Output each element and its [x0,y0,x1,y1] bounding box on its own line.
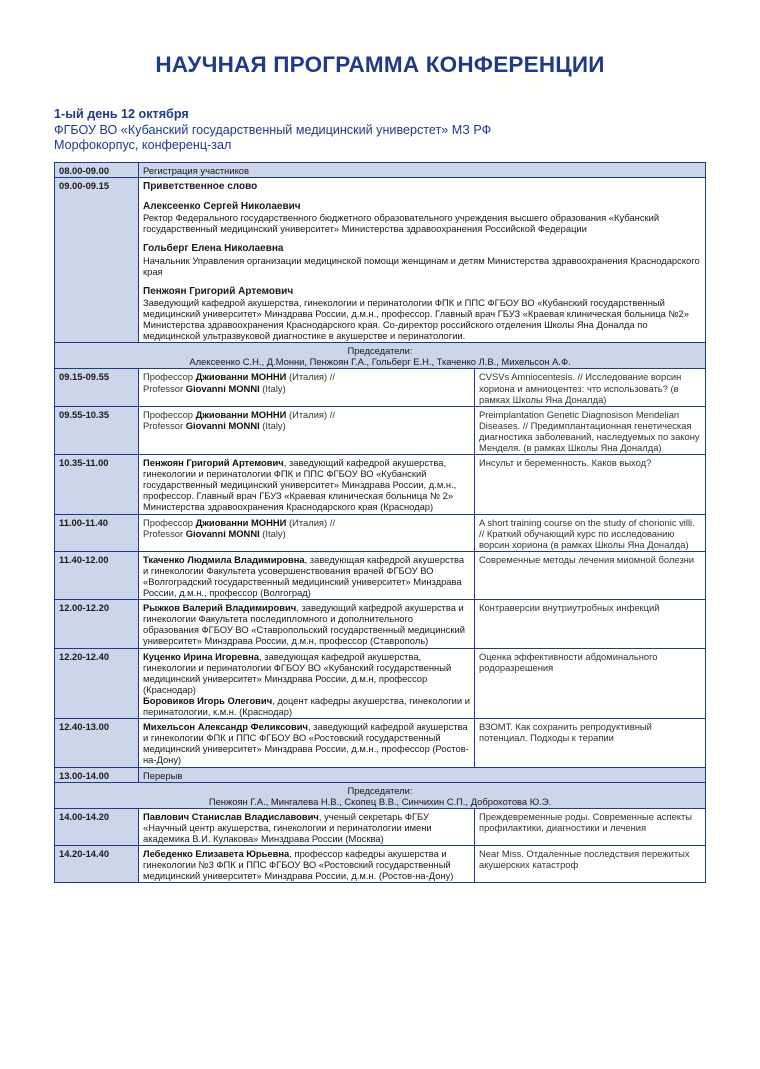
speaker-cell [139,600,475,648]
table-row [55,719,706,767]
speaker-name: Михельсон Александр Феликсович [143,721,308,733]
speaker-name: Джиованни МОННИ [195,371,287,383]
speaker-name: Пенжоян Григорий Артемович [143,285,294,297]
table-row [55,343,706,369]
topic-cell: ВЗОМТ. Как сохранить репродуктивный потенциал. Подходы к терапии [475,719,706,767]
registration-cell: Регистрация участников [139,163,706,178]
time-cell: 12.40-13.00 [55,719,139,767]
time-cell: 09.00-09.15 [55,178,139,343]
program-table [54,162,706,883]
speaker-cell [139,369,475,406]
time-cell: 10.35-11.00 [55,455,139,514]
venue-line-1: ФГБОУ ВО «Кубанский государственный медицинский универстет» МЗ РФ [54,122,492,137]
speaker-name: Павлович Станислав Владиславович [143,810,319,822]
speaker-desc: , профессор кафедры акушерства и гинекологии №3 ФПК и ППС ФГБОУ ВО «Ростовский государственный медицинский университет» Минздрава России, д.м.н. (Ростов-на-Дону) [143,848,454,882]
speaker-country: (Italy) [259,527,286,539]
break-cell: Перерыв [139,767,706,782]
topic-cell: Современные методы лечения миомной болезни [475,551,706,599]
welcome-title: Приветственное слово [143,181,258,193]
chairs-label: Председатели: [347,345,413,357]
table-row [55,455,706,514]
speaker-desc: , заведующий кафедрой акушерства и гинекологии Факультета последипломного и дополнительного образования ФГБОУ ВО «Ставропольский государственный медицинский университет» Минздрава России, д.м.н, профессор (Ставрополь) [143,602,465,647]
table-row [55,163,706,178]
speaker-name: Куценко Ирина Игоревна [143,650,260,662]
time-cell: 09.55-10.35 [55,406,139,454]
speaker-cell [139,846,475,883]
speaker-cell [139,406,475,454]
speaker-desc: Ректор Федерального государственного бюджетного образовательного учреждения высшего образования «Кубанский государственный медицинский университет» Министерства здравоохранения Российской Федерации [143,212,660,235]
time-cell: 11.00-11.40 [55,514,139,551]
speaker-cell [139,514,475,551]
chairs-cell [55,782,706,808]
speaker-cell [139,455,475,514]
speaker-desc: , ученый секретарь ФГБУ «Научный центр акушерства, гинекологии и перинатологии имени академика В.И. Кулакова» Минздрава России (Москва) [143,810,432,844]
speaker-country: (Италия) // [286,516,335,528]
time-cell: 14.00-14.20 [55,808,139,845]
time-cell: 08.00-09.00 [55,163,139,178]
table-row [55,551,706,599]
speaker-desc: , заведующий кафедрой акушерства, гинекологии и перинатологии ФПК и ППС ФГБОУ ВО «Кубанский государственный медицинский университет» Минздрава России, д.м.н., профессор. Главный врач ГБУЗ «Краевая клиническая больница № 2» Министерства здравоохранения Краснодарского края (Краснодар) [143,457,457,513]
time-cell: 14.20-14.40 [55,846,139,883]
topic-cell: A short training course on the study of chorionic villi. // Краткий обучающий курс по исследованию ворсин хориона (в рамках Школы Яна Доналда) [475,514,706,551]
speaker-desc: Начальник Управления организации медицинской помощи женщинам и детям Министерства здравоохранения Краснодарского края [143,254,700,277]
speaker-name: Гольберг Елена Николаевна [143,243,284,255]
table-row [55,648,706,719]
speaker-prefix: Professor [143,419,186,431]
speaker-country: (Италия) // [286,371,335,383]
day-title: 1-ый день 12 октября [54,107,189,121]
speaker-name: Ткаченко Людмила Владимировна [143,553,305,565]
speaker-name: Рыжков Валерий Владимирович [143,602,297,614]
speaker-desc: , доцент кафедры акушерства, гинекологии и перинатологии, к.м.н. (Краснодар) [143,694,470,718]
greet-speaker [143,286,701,341]
speaker-name: Пенжоян Григорий Артемович [143,457,284,469]
speaker-desc: Заведующий кафедрой акушерства, гинекологии и перинатологии ФПК и ППС ФГБОУ ВО «Кубанский государственный медицинский университет» Минздрава России, д.м.н., профессор. Главный врач ГБУЗ «Краевая клиническая больница №2» Министерства здравоохранения Краснодарского края. Со-директор российского отделения Школы Яна Доналда по медицинской ультразвуковой диагностике в акушерстве и перинатологии. [143,296,689,342]
speaker-cell [139,719,475,767]
speaker-prefix: Профессор [143,516,196,528]
table-row [55,808,706,845]
speaker-name: Алексеенко Сергей Николаевич [143,201,301,213]
speaker-desc: , заведующий кафедрой акушерства и гинекологии ФПК и ППС ФГБОУ ВО «Ростовский государственный медицинский университет» Минздрава России, д.м.н., профессор (Ростов-на-Дону) [143,721,469,766]
greet-speaker [143,201,701,234]
table-row [55,514,706,551]
speaker-cell [139,648,475,719]
time-cell: 12.00-12.20 [55,600,139,648]
speaker-desc: , заведующая кафедрой акушерства и гинекологии Факультета усовершенствования врачей ФГБОУ ВО «Волгоградский государственный медицинский университет» Минздрава России, д.м.н., профессор (Волгоград) [143,553,465,599]
time-cell: 12.20-12.40 [55,648,139,719]
speaker-country: (Italy) [259,382,286,394]
speaker-name: Боровиков Игорь Олегович [143,694,273,706]
speaker-name: Giovanni MONNI [185,419,260,431]
chairs-cell [55,343,706,369]
topic-cell: Near Miss. Отдаленные последствия пережитых акушерских катастроф [475,846,706,883]
day-heading [54,107,714,154]
speaker-country: (Италия) // [286,408,335,420]
table-row [55,406,706,454]
speaker-cell [139,551,475,599]
venue-line-2: Морфокорпус, конференц-зал [54,138,232,152]
topic-cell: Оценка эффективности абдоминального родоразрешения [475,648,706,719]
table-row [55,782,706,808]
time-cell: 11.40-12.00 [55,551,139,599]
time-cell: 09.15-09.55 [55,369,139,406]
table-row [55,846,706,883]
chairs-names: Алексеенко С.Н., Д.Монни, Пенжоян Г.А., Гольберг Е.Н., Ткаченко Л.В., Михельсон А.Ф. [189,356,571,368]
greet-speaker [143,243,701,276]
speaker-name: Giovanni MONNI [185,527,260,539]
speaker-name: Джиованни МОННИ [195,516,287,528]
topic-cell: CVSVs Amniocentesis. // Исследование ворсин хориона и амниоцентез: что использовать? (в рамках Школы Яна Доналда) [475,369,706,406]
table-row [55,369,706,406]
table-row [55,767,706,782]
topic-cell: Preimplantation Genetic Diagnosison Mendelian Diseases. // Предимплантационная генетическая диагностика заболеваний, наследуемых по закону Менделя. (в рамках Школы Яна Доналда) [475,406,706,454]
speaker-name: Джиованни МОННИ [195,408,287,420]
table-row [55,178,706,343]
speaker-prefix: Профессор [143,371,196,383]
speaker-prefix: Professor [143,527,186,539]
speaker-prefix: Профессор [143,408,196,420]
topic-cell: Инсульт и беременность. Каков выход? [475,455,706,514]
time-cell: 13.00-14.00 [55,767,139,782]
welcome-cell [139,178,706,343]
topic-cell: Контраверсии внутриутробных инфекций [475,600,706,648]
speaker-prefix: Professor [143,382,186,394]
speaker-name: Лебеденко Елизавета Юрьевна [143,848,290,860]
speaker-name: Giovanni MONNI [185,382,260,394]
speaker-desc: , заведующая кафедрой акушерства, гинекологии и перинатологии ФГБОУ ВО «Кубанский государственный медицинский университет» Минздрава России, д.м.н, профессор (Краснодар) [143,650,452,695]
speaker-country: (Italy) [259,419,286,431]
page-title: НАУЧНАЯ ПРОГРАММА КОНФЕРЕНЦИИ [155,52,605,77]
chairs-names: Пенжоян Г.А., Мингалева Н.В., Скопец В.В., Синчихин С.П., Доброхотова Ю.Э. [208,795,552,807]
chairs-label: Председатели: [347,784,413,796]
speaker-cell [139,808,475,845]
topic-cell: Преждевременные роды. Современные аспекты профилактики, диагностики и лечения [475,808,706,845]
table-row [55,600,706,648]
